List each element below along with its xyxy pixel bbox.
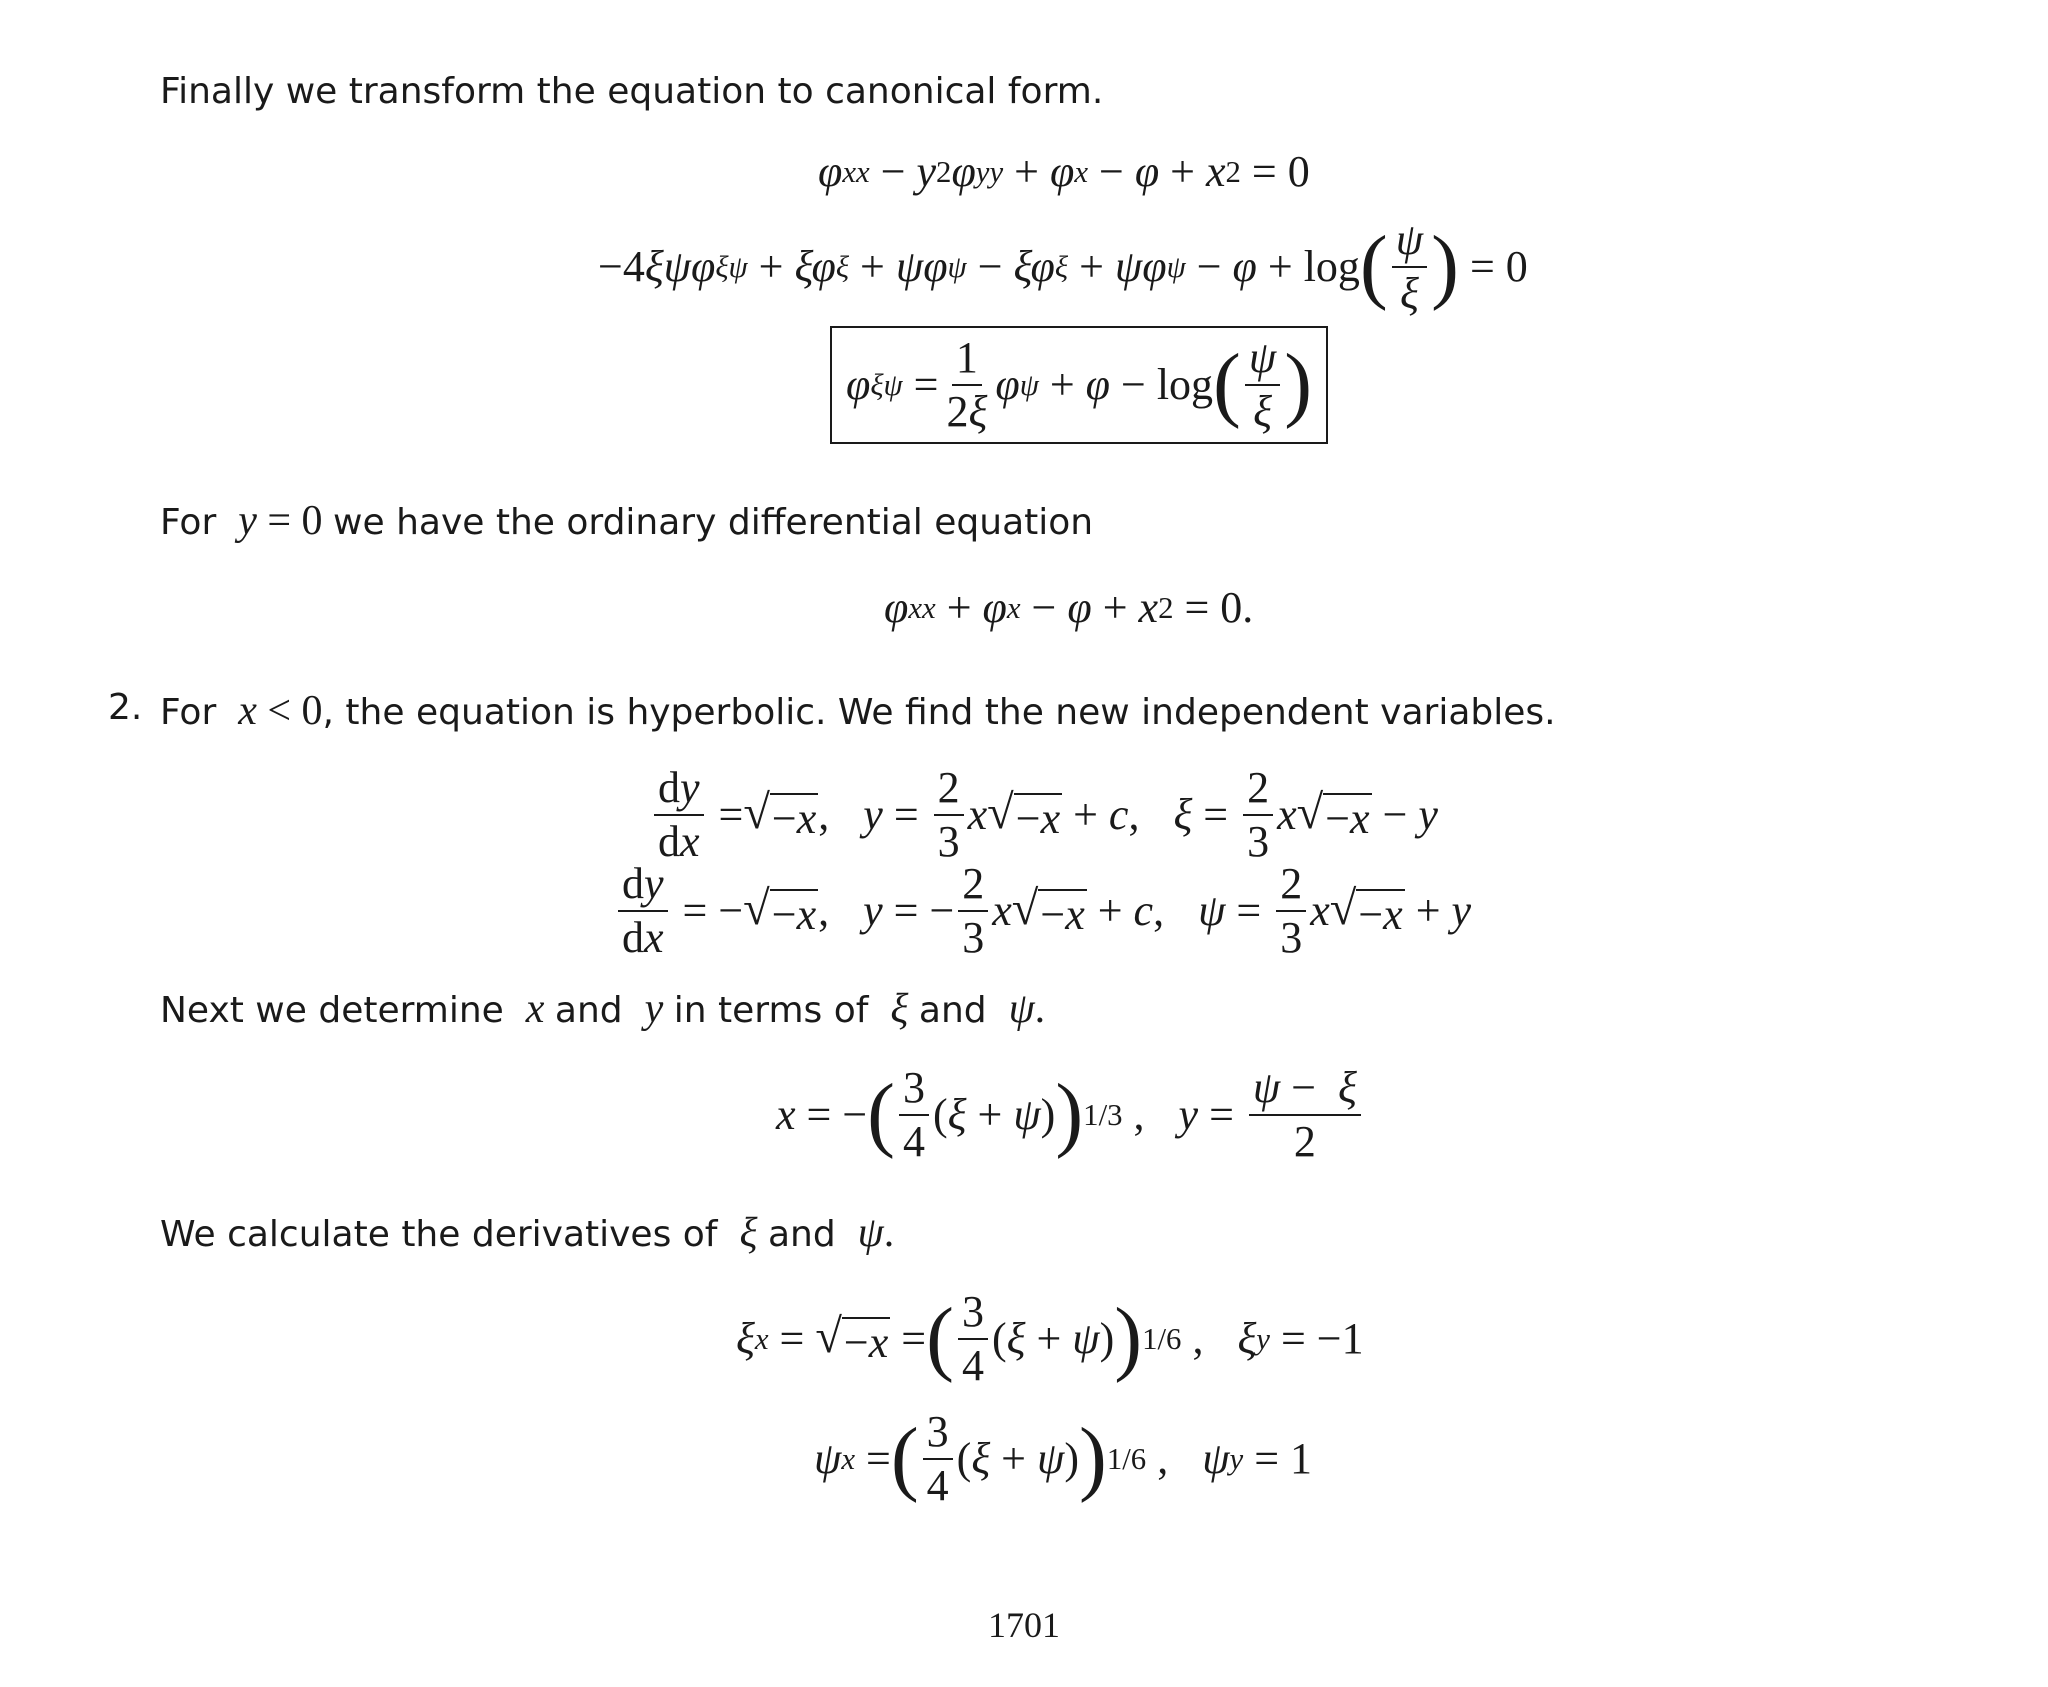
text-for: For — [160, 502, 217, 543]
equation-ode: φ xx + φ x − φ + x 2 = 0. — [884, 583, 1254, 632]
equation-characteristic-1: $\frac{dy}{dx}$ = √ −x , y = $\frac{2}{3}$ x √ −x + c , ξ = $\frac{2}{3}$ x √ −x − y — [650, 766, 1438, 864]
paragraph-determine-xy: Next we determine x and y in terms of ξ and ψ. — [160, 986, 1046, 1032]
text-calc-derivatives: We calculate the derivatives of — [160, 1214, 718, 1255]
text-next-determine: Next we determine — [160, 990, 504, 1031]
paragraph-intro: Finally we transform the equation to canonical form. — [160, 71, 1104, 112]
equation-x-y-inverse: x = − ( $\frac{3}{4}$ ( ξ + ψ ) ) 1/3 , y = $\frac{\psi - \xi}{2}$ — [776, 1066, 1365, 1164]
equation-original-pde: φ xx − y 2 φ yy + φ x − φ + x 2 = 0 — [818, 147, 1310, 196]
equation-psi-derivatives: ψ x = ( $\frac{3}{4}$ ( ξ + ψ ) ) 1/6 , ψ y = 1 — [814, 1407, 1313, 1510]
equation-canonical-boxed: φ ξψ = $\frac{1}{2\xi}$ φ ψ + φ − log ( $\frac{\psi}{\xi}$ ) — [830, 326, 1328, 444]
equation-xi-derivatives: ξ x = √ −x = ( $\frac{3}{4}$ ( ξ + ψ ) ) 1/6 , ξ y = −1 — [736, 1287, 1364, 1390]
text-in-terms-of: in terms of — [673, 990, 869, 1031]
list-item-number: 2. — [108, 687, 143, 728]
text-ode-intro: we have the ordinary differential equation — [333, 502, 1094, 543]
paragraph-derivatives: We calculate the derivatives of ξ and ψ. — [160, 1210, 895, 1256]
equation-transformed: −4 ξψφ ξψ + ξφ ξ + ψφ ψ − ξφ ξ + ψφ ψ − φ + log ( $\frac{\psi}{\xi}$ ) = 0 — [598, 215, 1528, 318]
equation-characteristic-2: $\frac{dy}{dx}$ = − √ −x , y = − $\frac{2}{3}$ x √ −x + c , ψ = $\frac{2}{3}$ x √ −x + y — [614, 862, 1471, 960]
text-hyperbolic: , the equation is hyperbolic. We find the new independent variables. — [322, 692, 1556, 733]
paragraph-hyperbolic: For x < 0, the equation is hyperbolic. We find the new independent variables. — [160, 688, 1556, 734]
page-number: 1701 — [988, 1605, 1060, 1645]
text-and-3: and — [767, 1214, 836, 1255]
paragraph-y-zero: For y = 0 we have the ordinary differential equation — [160, 498, 1094, 544]
text-and-2: and — [918, 990, 987, 1031]
text-and-1: and — [554, 990, 623, 1031]
text-for-2: For — [160, 692, 217, 733]
